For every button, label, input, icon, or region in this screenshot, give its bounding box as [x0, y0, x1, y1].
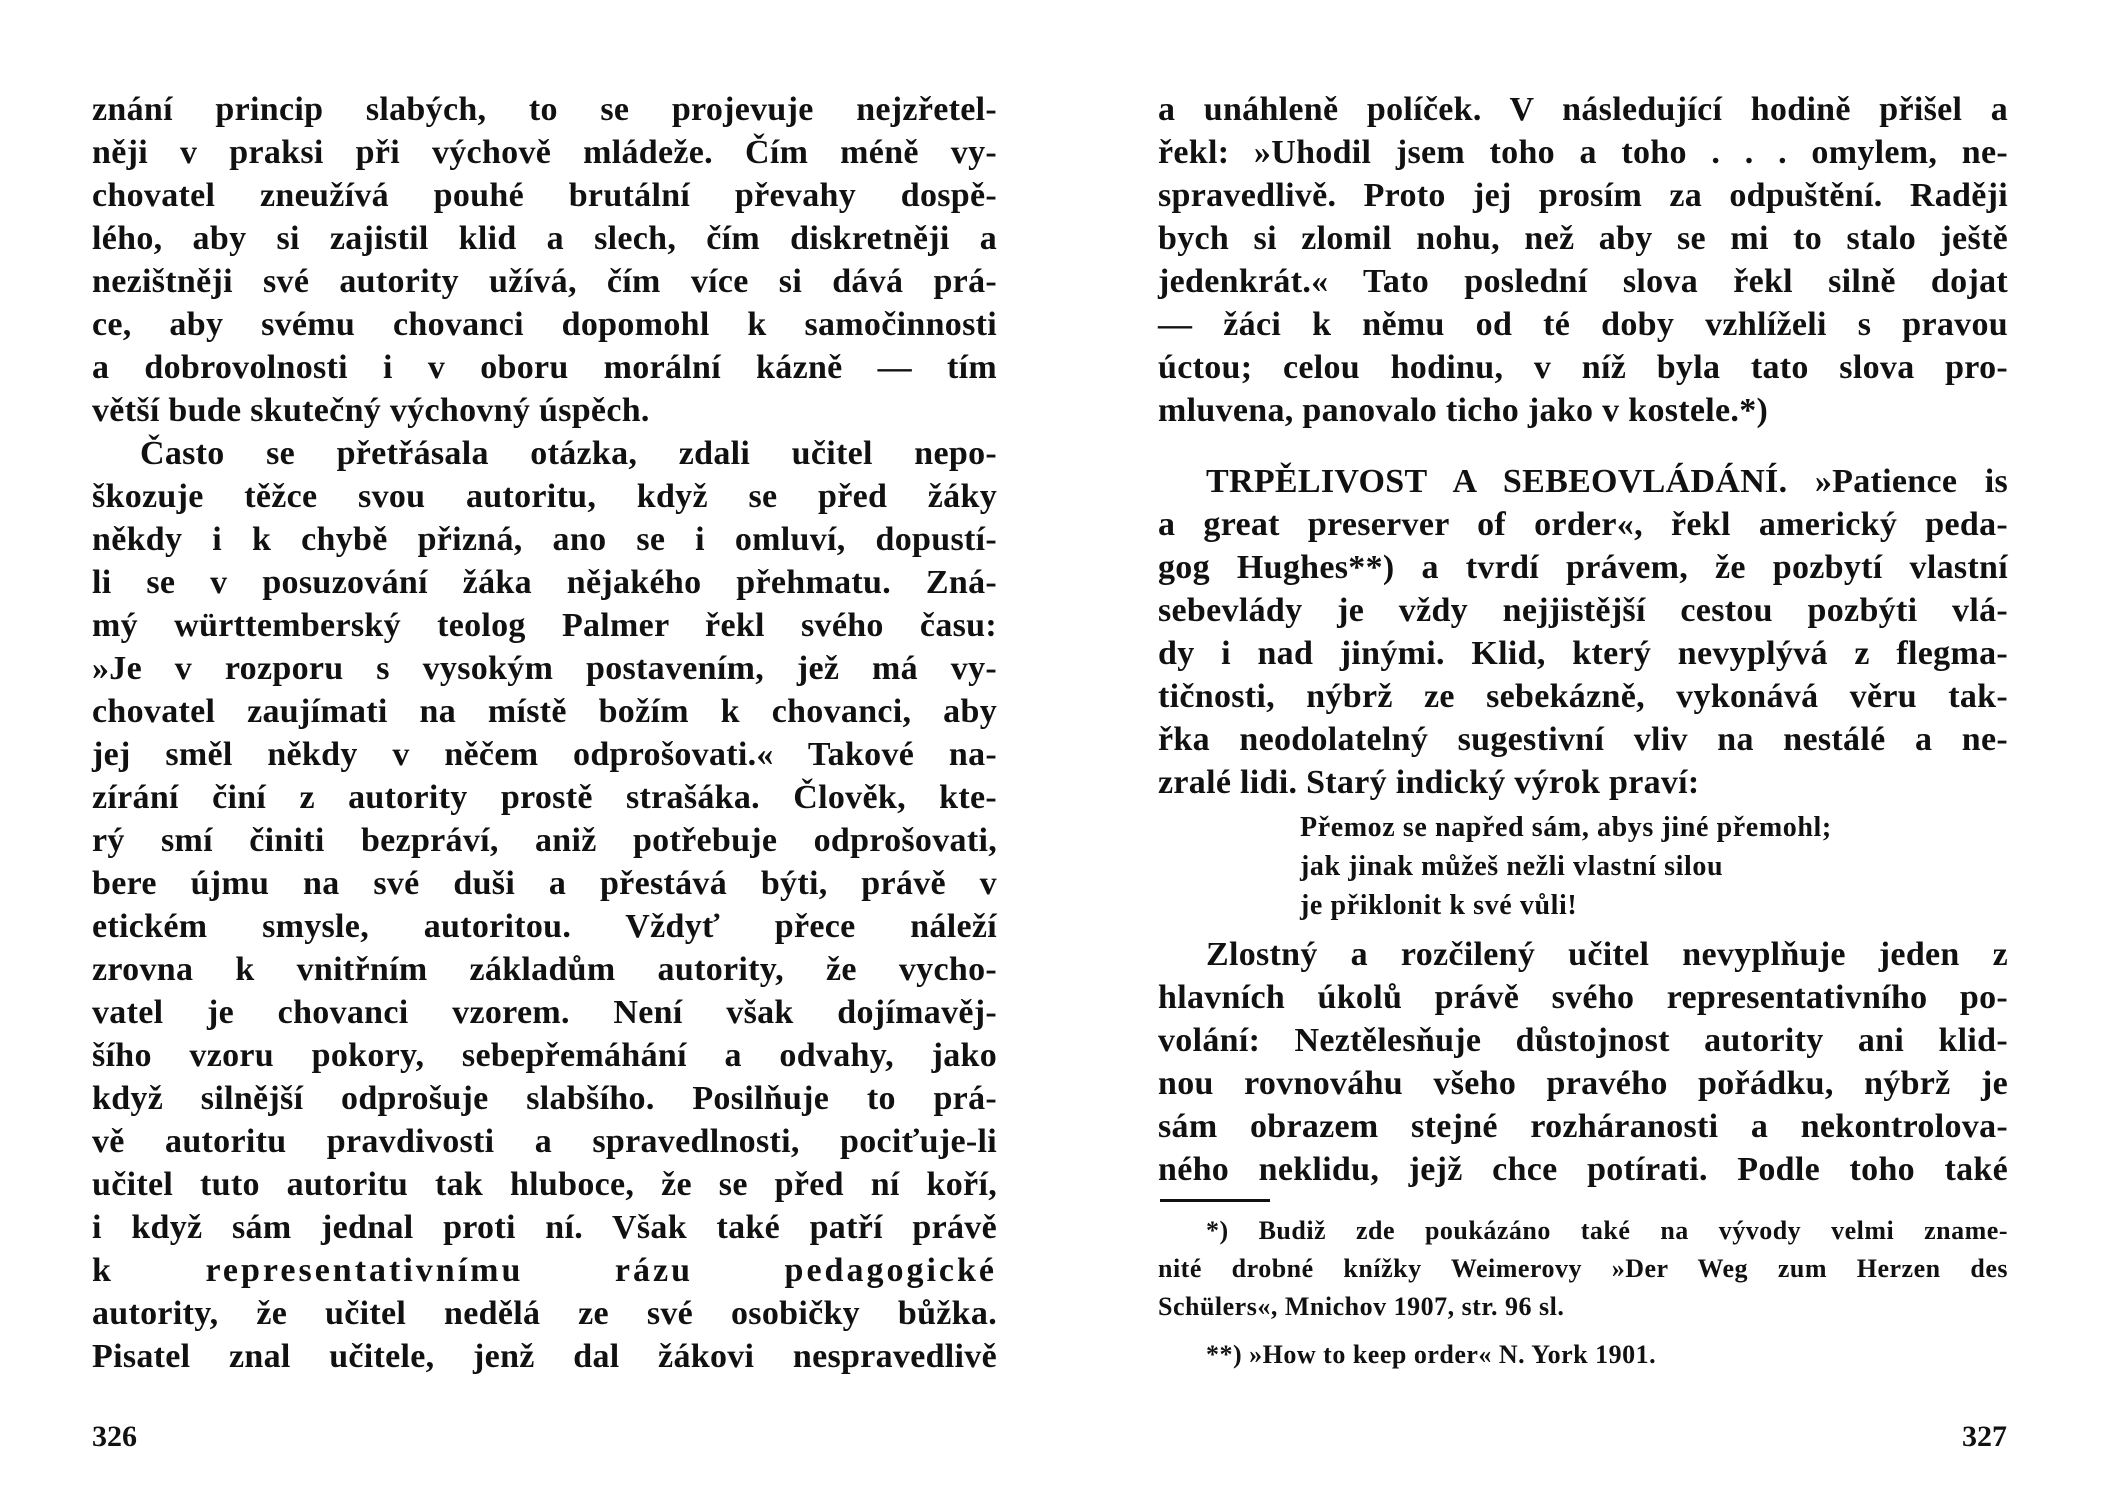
text-line: úctou; celou hodinu, v níž byla tato slova pro-: [1158, 349, 2008, 386]
text-line: mluvena, panovalo ticho jako v kostele.*): [1158, 392, 1769, 429]
left-paragraph-1: [92, 88, 997, 432]
text-line: někdy i k chybě přizná, ano se i omluví, dopustí-: [92, 521, 997, 558]
text-line: a dobrovolnosti i v oboru morální kázně — tím: [92, 349, 997, 386]
footnote-1-line: Schülers«, Mnichov 1907, str. 96 sl.: [1158, 1292, 1565, 1321]
text-line: etickém smysle, autoritou. Vždyť přece náleží: [92, 908, 997, 945]
footnote-1-line: *) Budiž zde poukázáno také na vývody velmi zname-: [1206, 1216, 2008, 1245]
verse-line: Přemoz se napřed sám, abys jiné přemohl;: [1300, 812, 1832, 843]
text-line: bych si zlomil nohu, než aby se mi to stalo ještě: [1158, 220, 2008, 257]
right-page: [1158, 88, 2008, 1374]
text-line: větší bude skutečný výchovný úspěch.: [92, 392, 650, 429]
text-line: i když sám jednal proti ní. Však také patří právě: [92, 1209, 997, 1246]
text-line: něji v praksi při výchově mládeže. Čím méně vy-: [92, 134, 997, 171]
text-line: sebevlády je vždy nejjistější cestou pozbýti vlá-: [1158, 592, 2008, 629]
text-line: řekl: »Uhodil jsem toho a toho . . . omylem, ne-: [1158, 134, 2008, 171]
verse-line: je přiklonit k své vůli!: [1300, 890, 1578, 921]
text-line: Pisatel znal učitele, jenž dal žákovi nespravedlivě: [92, 1338, 997, 1375]
text-line: řka neodolatelný sugestivní vliv na nestálé a ne-: [1158, 721, 2008, 758]
text-line: a great preserver of order«, řekl americký peda-: [1158, 506, 2008, 543]
footnotes: [1158, 1212, 2008, 1374]
text-line: šího vzoru pokory, sebepřemáhání a odvahy, jako: [92, 1037, 997, 1074]
footnote-2-line: **) »How to keep order« N. York 1901.: [1206, 1340, 1657, 1369]
text-line: škozuje těžce svou autoritu, když se před žáky: [92, 478, 997, 515]
text-line: jej směl někdy v něčem odprošovati.« Takové na-: [92, 736, 997, 773]
right-paragraph-3: [1158, 933, 2008, 1191]
text-line: učitel tuto autoritu tak hluboce, že se před ní koří,: [92, 1166, 997, 1203]
text-line: sám obrazem stejné rozháranosti a nekontrolova-: [1158, 1108, 2008, 1145]
text-line: tičnosti, nýbrž ze sebekázně, vykonává věru tak-: [1158, 678, 2008, 715]
text-line: ce, aby svému chovanci dopomohl k samočinnosti: [92, 306, 997, 343]
text-line: vatel je chovanci vzorem. Není však dojímavěj-: [92, 994, 997, 1031]
left-page: [92, 88, 997, 1378]
text-line: mý württemberský teolog Palmer řekl svého času:: [92, 607, 997, 644]
text-line: chovatel zneužívá pouhé brutální převahy dospě-: [92, 177, 997, 214]
text-line: lého, aby si zajistil klid a slech, čím diskretněji a: [92, 220, 997, 257]
text-line: gog Hughes**) a tvrdí právem, že pozbytí vlastní: [1158, 549, 2008, 586]
text-line: hlavních úkolů právě svého representativního po-: [1158, 979, 2008, 1016]
text-line: a unáhleně políček. V následující hodině přišel a: [1158, 91, 2008, 128]
text-line: když silnější odprošuje slabšího. Posilňuje to prá-: [92, 1080, 997, 1117]
footnote-1-line: nité drobné knížky Weimerovy »Der Weg zum Herzen des: [1158, 1254, 2008, 1283]
footnote-divider: [1160, 1199, 1270, 1202]
section-trpelivost: [1158, 460, 2008, 804]
text-line: dy i nad jinými. Klid, který nevyplývá z flegma-: [1158, 635, 2008, 672]
text-line: zrovna k vnitřním základům autority, že vycho-: [92, 951, 997, 988]
left-paragraph-2: [92, 432, 997, 1378]
text-line: jedenkrát.« Tato poslední slova řekl silně dojat: [1158, 263, 2008, 300]
text-line: li se v posuzování žáka nějakého přehmatu. Zná-: [92, 564, 997, 601]
text-line: bere újmu na své duši a přestává býti, právě v: [92, 865, 997, 902]
section-heading-line: TRPĚLIVOST A SEBEOVLÁDÁNÍ. »Patience is: [1206, 463, 2008, 500]
text-line: »Je v rozporu s vysokým postavením, jež má vy-: [92, 650, 997, 687]
page-number-left: 326: [92, 1420, 137, 1453]
text-line: — žáci k němu od té doby vzhlíželi s pravou: [1158, 306, 2008, 343]
text-line: zírání činí z autority prostě strašáka. Člověk, kte-: [92, 779, 997, 816]
text-line: Často se přetřásala otázka, zdali učitel nepo-: [140, 435, 997, 472]
text-line: vě autoritu pravdivosti a spravedlnosti, pociťuje-li: [92, 1123, 997, 1160]
text-line: spravedlivě. Proto jej prosím za odpuštění. Raději: [1158, 177, 2008, 214]
text-line: rý smí činiti bezpráví, aniž potřebuje odprošovati,: [92, 822, 997, 859]
right-paragraph-1: [1158, 88, 2008, 432]
verse-quote: [1300, 808, 2008, 925]
text-line: nou rovnováhu všeho pravého pořádku, nýbrž je: [1158, 1065, 2008, 1102]
text-line: k representativnímu rázu pedagogické: [92, 1252, 997, 1289]
text-line: znání princip slabých, to se projevuje nejzřetel-: [92, 91, 997, 128]
page-number-right: 327: [1962, 1420, 2007, 1453]
text-line: Zlostný a rozčilený učitel nevyplňuje jeden z: [1206, 936, 2008, 973]
text-line: ného neklidu, jejž chce potírati. Podle toho také: [1158, 1151, 2008, 1188]
text-line: nezištněji své autority užívá, čím více si dává prá-: [92, 263, 997, 300]
text-line: zralé lidi. Starý indický výrok praví:: [1158, 764, 1700, 801]
text-line: chovatel zaujímati na místě božím k chovanci, aby: [92, 693, 997, 730]
verse-line: jak jinak můžeš nežli vlastní silou: [1300, 851, 1724, 882]
text-line: volání: Neztělesňuje důstojnost autority ani klid-: [1158, 1022, 2008, 1059]
text-line: autority, že učitel nedělá ze své osobičky bůžka.: [92, 1295, 997, 1332]
